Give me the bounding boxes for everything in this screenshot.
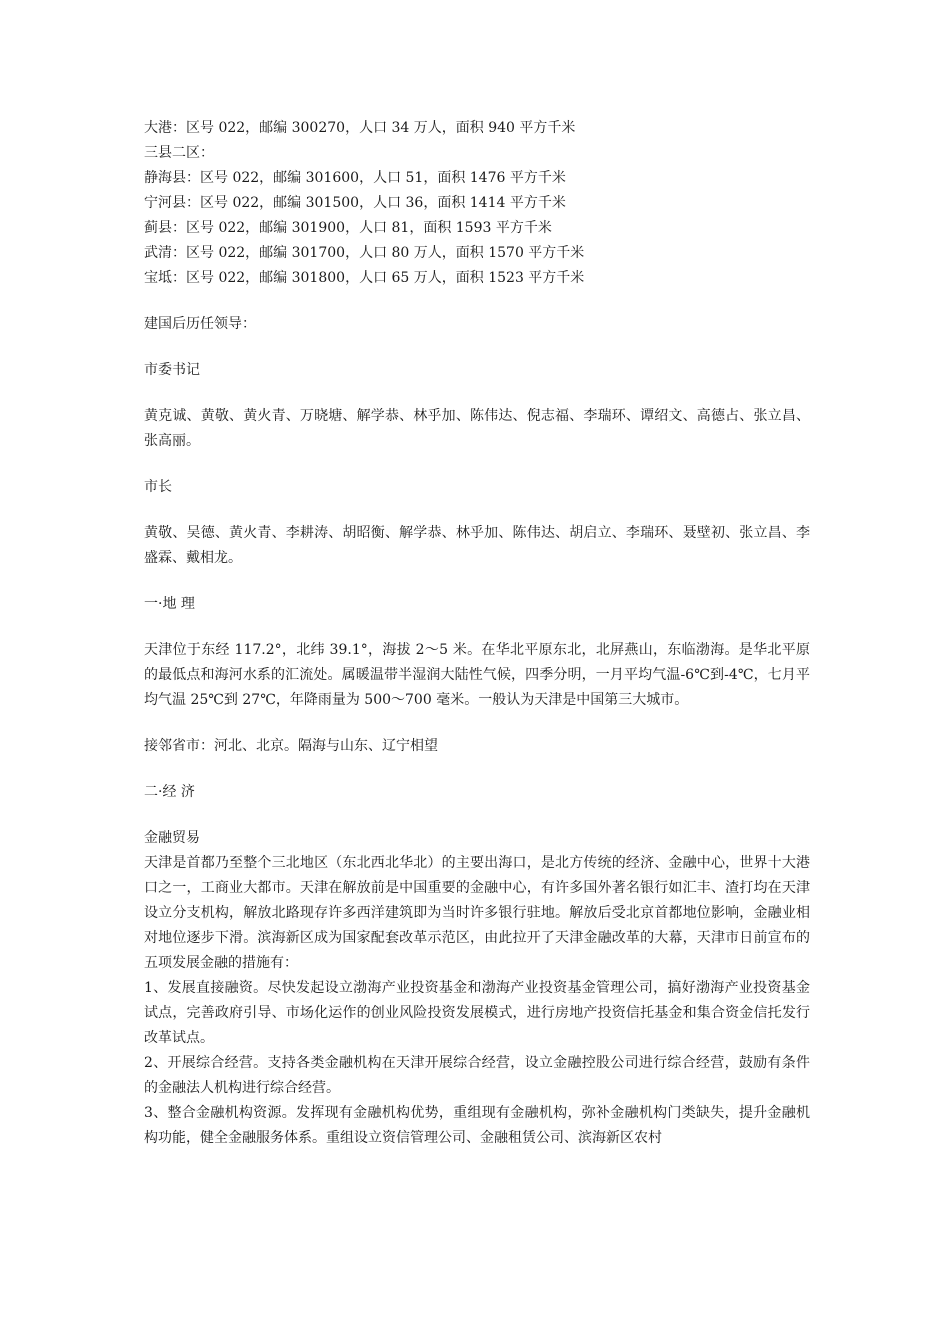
district-line: 武清：区号 022，邮编 301700，人口 80 万人，面积 1570 平方千米 <box>144 245 585 261</box>
finance-item-1: 1、发展直接融资。尽快发起设立渤海产业投资基金和渤海产业投资基金管理公司，搞好渤海产业投资基金试点，完善政府引导、市场化运作的创业风险投资发展模式，进行房地产投资信托基金和集合资金信托发行改革试点。 <box>144 980 810 1046</box>
district-line: 蓟县：区号 022，邮编 301900，人口 81，面积 1593 平方千米 <box>144 220 552 236</box>
neighbors-text: 接邻省市：河北、北京。隔海与山东、辽宁相望 <box>144 738 438 754</box>
finance-item-3: 3、整合金融机构资源。发挥现有金融机构优势，重组现有金融机构，弥补金融机构门类缺失，提升金融机构功能，健全金融服务体系。重组设立资信管理公司、金融租赁公司、滨海新区农村 <box>144 1105 810 1146</box>
district-line: 宝坻：区号 022，邮编 301800，人口 65 万人，面积 1523 平方千米 <box>144 270 585 286</box>
secretary-title: 市委书记 <box>144 362 200 378</box>
mayors-list: 黄敬、吴德、黄火青、李耕涛、胡昭衡、解学恭、林乎加、陈伟达、胡启立、李瑞环、聂壁初、张立昌、李盛霖、戴相龙。 <box>144 525 810 566</box>
leaders-heading: 建国后历任领导： <box>144 316 256 332</box>
mayor-title: 市长 <box>144 479 172 495</box>
finance-intro: 天津是首都乃至整个三北地区（东北西北华北）的主要出海口，是北方传统的经济、金融中心，世界十大港口之一，工商业大都市。天津在解放前是中国重要的金融中心，有许多国外著名银行如汇丰、渣打均在天津设立分支机构，解放北路现存许多西洋建筑即为当时许多银行驻地。解放后受北京首都地位影响，金融业相对地位逐步下滑。滨海新区成为国家配套改革示范区，由此拉开了天津金融改革的大幕，天津市日前宣布的五项发展金融的措施有： <box>144 855 810 971</box>
district-line: 大港：区号 022，邮编 300270，人口 34 万人，面积 940 平方千米 <box>144 120 576 136</box>
district-line: 三县二区： <box>144 145 214 161</box>
document-page <box>144 116 810 1151</box>
secretaries-list: 黄克诚、黄敬、黄火青、万晓塘、解学恭、林乎加、陈伟达、倪志福、李瑞环、谭绍文、高德占、张立昌、张高丽。 <box>144 408 810 449</box>
geography-text: 天津位于东经 117.2°，北纬 39.1°，海拔 2～5 米。在华北平原东北，北屏燕山，东临渤海。是华北平原的最低点和海河水系的汇流处。属暖温带半湿润大陆性气候，四季分明，一月平均气温-6℃到-4℃，七月平均气温 25℃到 27℃，年降雨量为 500～700 毫米。一般认为天津是中国第三大城市。 <box>144 642 810 708</box>
geography-heading: 一·地 理 <box>144 596 195 612</box>
finance-subheading: 金融贸易 <box>144 830 200 846</box>
economy-heading: 二·经 济 <box>144 784 195 800</box>
district-line: 静海县：区号 022，邮编 301600，人口 51，面积 1476 平方千米 <box>144 170 566 186</box>
finance-item-2: 2、开展综合经营。支持各类金融机构在天津开展综合经营，设立金融控股公司进行综合经营，鼓励有条件的金融法人机构进行综合经营。 <box>144 1055 810 1096</box>
district-line: 宁河县：区号 022，邮编 301500，人口 36，面积 1414 平方千米 <box>144 195 566 211</box>
